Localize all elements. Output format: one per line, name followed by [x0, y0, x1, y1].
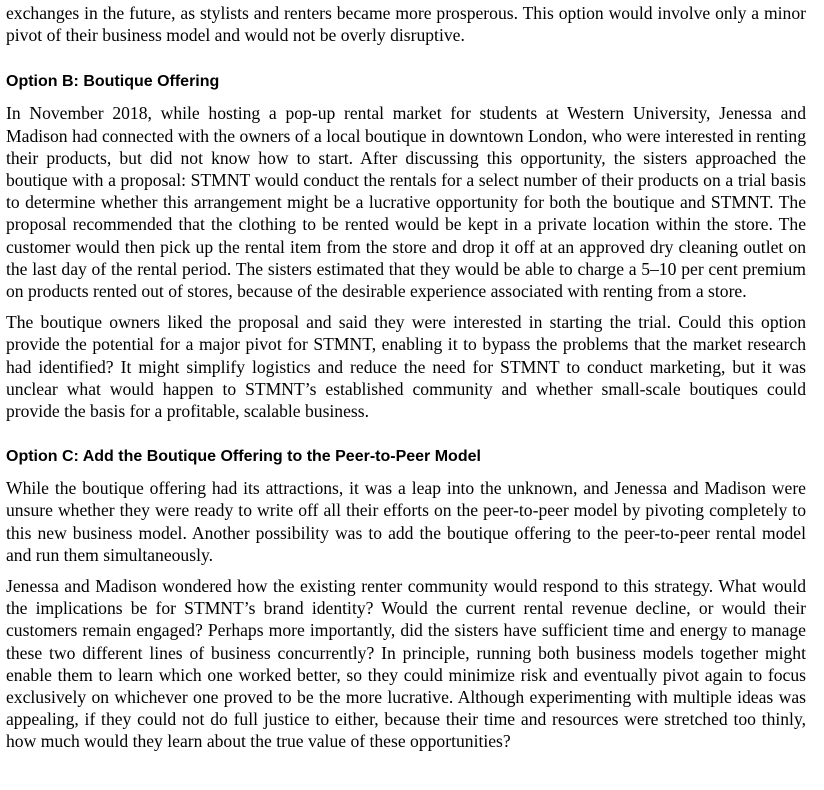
- option-c-paragraph-1: While the boutique offering had its attractions, it was a leap into the unknown, and Jenessa and Madison were unsure whether they were ready to write off all their efforts on the peer-to-peer model by pivoting completely to this new business model. Another possibility was to add the boutique offering to the peer-to-peer rental model and run them simultaneously.: [6, 478, 806, 565]
- intro-paragraph: exchanges in the future, as stylists and renters became more prosperous. This option would involve only a minor pivot of their business model and would not be overly disruptive.: [6, 3, 806, 46]
- option-b-paragraph-1: In November 2018, while hosting a pop-up rental market for students at Western University, Jenessa and Madison had connected with the owners of a local boutique in downtown London, who were interested in renting their products, but did not know how to start. After discussing this opportunity, the sisters approached the boutique with a proposal: STMNT would conduct the rentals for a select number of their products on a trial basis to determine whether this arrangement might be a lucrative opportunity for both the boutique and STMNT. The proposal recommended that the clothing to be rented would be kept in a private location within the store. The customer would then pick up the rental item from the store and drop it off at an approved dry cleaning outlet on the last day of the rental period. The sisters estimated that they would be able to charge a 5–10 per cent premium on products rented out of stores, because of the desirable experience associated with renting from a store.: [6, 103, 806, 302]
- option-c-paragraph-2: Jenessa and Madison wondered how the existing renter community would respond to this strategy. What would the implications be for STMNT’s brand identity? Would the current rental revenue decline, or would their customers remain engaged? Perhaps more importantly, did the sisters have sufficient time and energy to manage these two different lines of business concurrently? In principle, running both business models together might enable them to learn which one worked better, so they could minimize risk and eventually pivot again to focus exclusively on whichever one proved to be the more lucrative. Although experimenting with multiple ideas was appealing, if they could not do full justice to either, because their time and resources were stretched too thinly, how much would they learn about the true value of these opportunities?: [6, 576, 806, 752]
- option-b-heading: Option B: Boutique Offering: [6, 73, 220, 91]
- document-page: [6, 0, 806, 753]
- option-b-paragraph-2: The boutique owners liked the proposal and said they were interested in starting the trial. Could this option provide the potential for a major pivot for STMNT, enabling it to bypass the problems that the market research had identified? It might simplify logistics and reduce the need for STMNT to conduct marketing, but it was unclear what would happen to STMNT’s established community and whether small-scale boutiques could provide the basis for a profitable, scalable business.: [6, 312, 806, 422]
- option-c-heading: Option C: Add the Boutique Offering to the Peer-to-Peer Model: [6, 448, 481, 466]
